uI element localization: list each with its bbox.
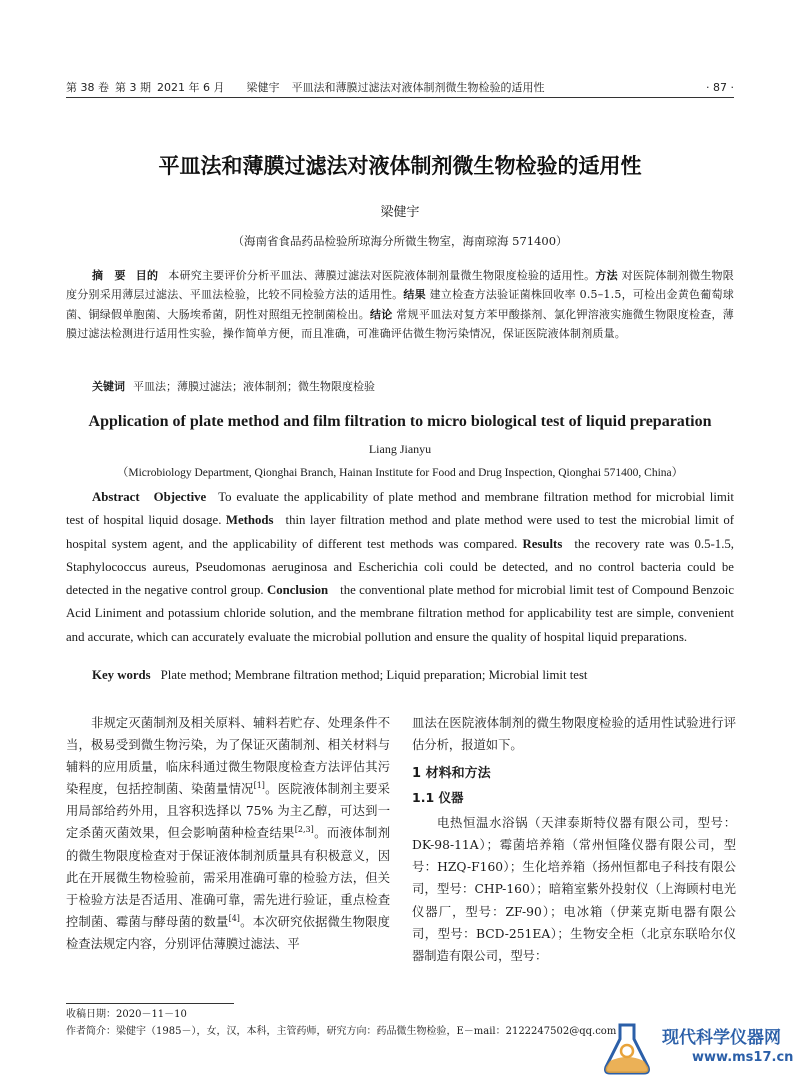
journal-date: 2021 年 6 月 — [157, 81, 225, 94]
abstract-en-label: Abstract — [92, 490, 140, 504]
conclusion-cn-label: 结论 — [370, 307, 393, 321]
keywords-cn-text: 平皿法；薄膜过滤法；液体制剂；微生物限度检验 — [133, 380, 375, 393]
keywords-en-text: Plate method; Membrane filtration method; Liquid preparation; Microbial limit test — [160, 668, 588, 682]
article-title-cn: 平皿法和薄膜过滤法对液体制剂微生物检验的适用性 — [158, 154, 642, 178]
subsection-heading-instruments: 1.1 仪器 — [412, 790, 464, 806]
page-number: · 87 · — [706, 81, 734, 94]
results-en-label: Results — [522, 536, 563, 551]
methods-en: thin layer filtration method and plate method were used to test the microbial limit of hospital system agent, and the applicability of different test methods was compared. — [66, 513, 734, 551]
running-header-left — [66, 80, 550, 96]
intro-paragraph — [66, 712, 390, 955]
body-left-column — [66, 712, 390, 955]
journal-volume: 第 38 卷 — [66, 81, 109, 94]
received-date: 收稿日期：2020－11－10 — [66, 1009, 187, 1020]
citation-3[interactable]: [4] — [228, 913, 240, 923]
footnotes — [66, 1006, 616, 1040]
methods-cn: 对医院体制剂微生物限度分别采用薄层过滤法、平皿法检验，比较不同检验方法的适用性。 — [66, 269, 734, 302]
journal-issue: 第 3 期 — [115, 81, 151, 94]
footnote-divider — [66, 1003, 234, 1004]
affiliation-cn: （海南省食品药品检验所琼海分所微生物室，海南琼海 571400） — [232, 234, 568, 248]
header-short-title: 平皿法和薄膜过滤法对液体制剂微生物检验的适用性 — [291, 81, 545, 94]
intro-text-3: 。而液体制剂的微生物限度检查对于保证液体制剂质量具有积极意义，因此在开展微生物检验前，需采用准确可靠的检验方法，但关于检验方法是否适用、准确可靠，需先进行验证，重点检查控制菌、霉菌与酵母菌的数量 — [66, 826, 390, 929]
conclusion-en: the conventional plate method for microbial limit test of Compound Benzoic Acid Liniment and potassium chloride solution, and the membrane filtration method for applicability test are simple, convenient and accurate, which can accurately evaluate the microbial pollution and ensure the quality of hospital liquid preparations. — [66, 583, 735, 644]
intro-text-1: 非规定灭菌制剂及相关原料、辅料若贮存、处理条件不当，极易受到微生物污染，为了保证灭菌制剂、相关材料与辅料的应用质量，临床科通过微生物限度检查方法评估其污染程度，包括控制菌、染菌量情况 — [66, 716, 390, 797]
objective-cn-label: 目的 — [135, 269, 159, 282]
body-right-column — [412, 712, 736, 967]
intro-text-4: 。本次研究依据微生物限度检查法规定内容，分别评估薄膜过滤法、平 — [66, 914, 390, 951]
author-bio: 作者简介：梁健宇（1985－），女，汉，本科，主管药师，研究方向：药品微生物检验，E－mail：2122247502@qq.com — [66, 1026, 617, 1037]
watermark-logo — [592, 1017, 792, 1077]
objective-cn: 本研究主要评价分析平皿法、薄膜过滤法对医院液体制剂量微生物限度检验的适用性。 — [168, 269, 596, 282]
citation-2[interactable]: [2,3] — [294, 825, 314, 835]
results-en: the recovery rate was 0.5-1.5, Staphylococcus aureus, Pseudomonas aeruginosa and Escherichia coli could be detected, and no control bacteria could be detected in the negative control group. — [66, 536, 734, 598]
instruments-paragraph: 电热恒温水浴锅（天津泰斯特仪器有限公司，型号：DK-98-11A）；霉菌培养箱（常州恒隆仪器有限公司，型号：HZQ-F160）；生化培养箱（扬州恒都电子科技有限公司，型号：CHP-160）；暗箱室紫外投射仪（上海顾村电光仪器厂，型号：ZF-90）；电冰箱（伊莱克斯电器有限公司，型号：BCD-251EA）；生物安全柜（北京东联哈尔仪器制造有限公司，型号： — [412, 816, 736, 963]
results-cn: 建立检查方法验证菌株回收率 0.5–1.5，可检出金黄色葡萄球菌、铜绿假单胞菌、大肠埃希菌，阴性对照组无控制菌检出。 — [66, 288, 734, 321]
header-author: 梁健宇 — [246, 81, 280, 94]
methods-en-label: Methods — [225, 513, 274, 528]
author-en: Liang Jianyu — [368, 442, 432, 456]
flask-logo-icon — [592, 1017, 662, 1077]
intro-text-2: 。医院液体制剂主要采用局部给药外用，且容积选择以 75% 为主乙醇，可达到一定杀菌灭菌效果，但会影响菌种检查结果 — [66, 782, 390, 841]
conclusion-en-label: Conclusion — [266, 583, 329, 598]
abstract-cn — [66, 266, 734, 344]
article-title-en: Application of plate method and film filtration to micro biological test of liquid preparation — [88, 413, 712, 430]
objective-en: To evaluate the applicability of plate method and membrane filtration method for microbial limit test of hospital liquid dosage. — [66, 490, 734, 528]
keywords-cn — [92, 378, 375, 396]
watermark-title: 现代科学仪器网 — [662, 1028, 781, 1048]
author-cn: 梁健宇 — [380, 205, 420, 220]
keywords-en — [92, 668, 587, 683]
running-header — [66, 80, 734, 98]
intro-continuation: 皿法在医院液体制剂的微生物限度检验的适用性试验进行评估分析，报道如下。 — [412, 716, 736, 753]
affiliation-en: （Microbiology Department, Qionghai Branch, Hainan Institute for Food and Drug Inspection, Qionghai 571400, China） — [116, 467, 684, 479]
citation-1[interactable]: [1] — [253, 781, 265, 791]
section-heading-materials-methods: 1 材料和方法 — [412, 766, 491, 782]
watermark-url: www.ms17.cn — [692, 1050, 794, 1065]
abstract-en — [66, 486, 734, 649]
results-cn-label: 结果 — [403, 288, 426, 302]
keywords-cn-label: 关键词 — [92, 380, 125, 393]
abstract-cn-label: 摘 要 — [92, 269, 126, 282]
keywords-en-label: Key words — [92, 668, 151, 682]
conclusion-cn: 常规平皿法对复方苯甲酸搽剂、氯化钾溶液实施微生物限度检查，薄膜过滤法检测进行适用性实验，操作简单方便，而且准确，可准确评估微生物污染情况，保证医院液体制剂质量。 — [66, 307, 735, 341]
objective-en-label: Objective — [153, 490, 207, 504]
methods-cn-label: 方法 — [595, 269, 618, 282]
